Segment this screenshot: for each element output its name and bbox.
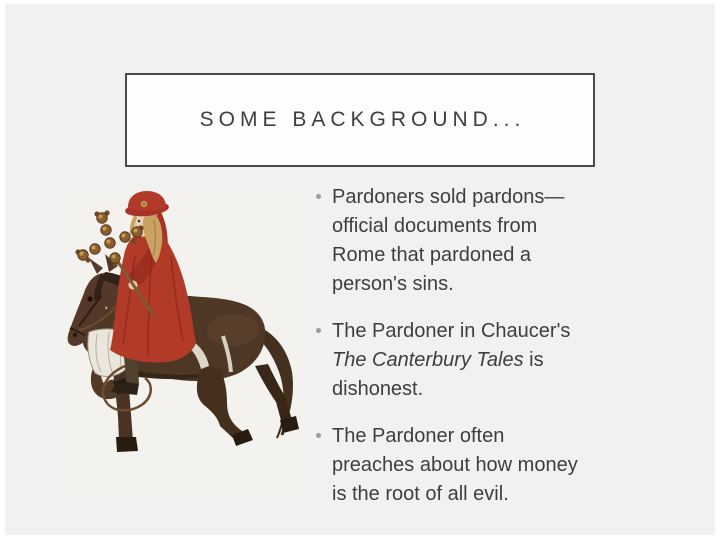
bullet-text-line: is the root of all evil. [332, 483, 509, 505]
bullet-text-line: The Canterbury Tales is [332, 349, 544, 371]
bullet-marker [316, 433, 321, 438]
bullet-item [316, 183, 578, 299]
bullet-marker [316, 328, 321, 333]
bullet-list [316, 183, 578, 527]
bullet-text-line: Pardoners sold pardons— [332, 186, 565, 208]
bullet-text-line: The Pardoner in Chaucer's [332, 320, 571, 342]
bullet-text-line: Rome that pardoned a [332, 244, 532, 266]
bullet-text-line: preaches about how money [332, 454, 578, 476]
bullet-text [332, 183, 564, 299]
bullet-marker [316, 194, 321, 199]
bullet-text [332, 422, 578, 509]
bullet-item [316, 422, 578, 509]
slide-title-box [125, 73, 595, 167]
bullet-text [332, 317, 570, 404]
bullet-text-line: person's sins. [332, 273, 454, 295]
bullet-text-line: dishonest. [332, 378, 424, 400]
bullet-item [316, 317, 578, 404]
bullet-text-line: The Pardoner often [332, 425, 505, 447]
slide [5, 4, 715, 535]
slide-title: SOME BACKGROUND... [199, 108, 526, 131]
pardoner-on-horseback-illustration [55, 188, 307, 500]
bullet-text-line: official documents from [332, 215, 538, 237]
